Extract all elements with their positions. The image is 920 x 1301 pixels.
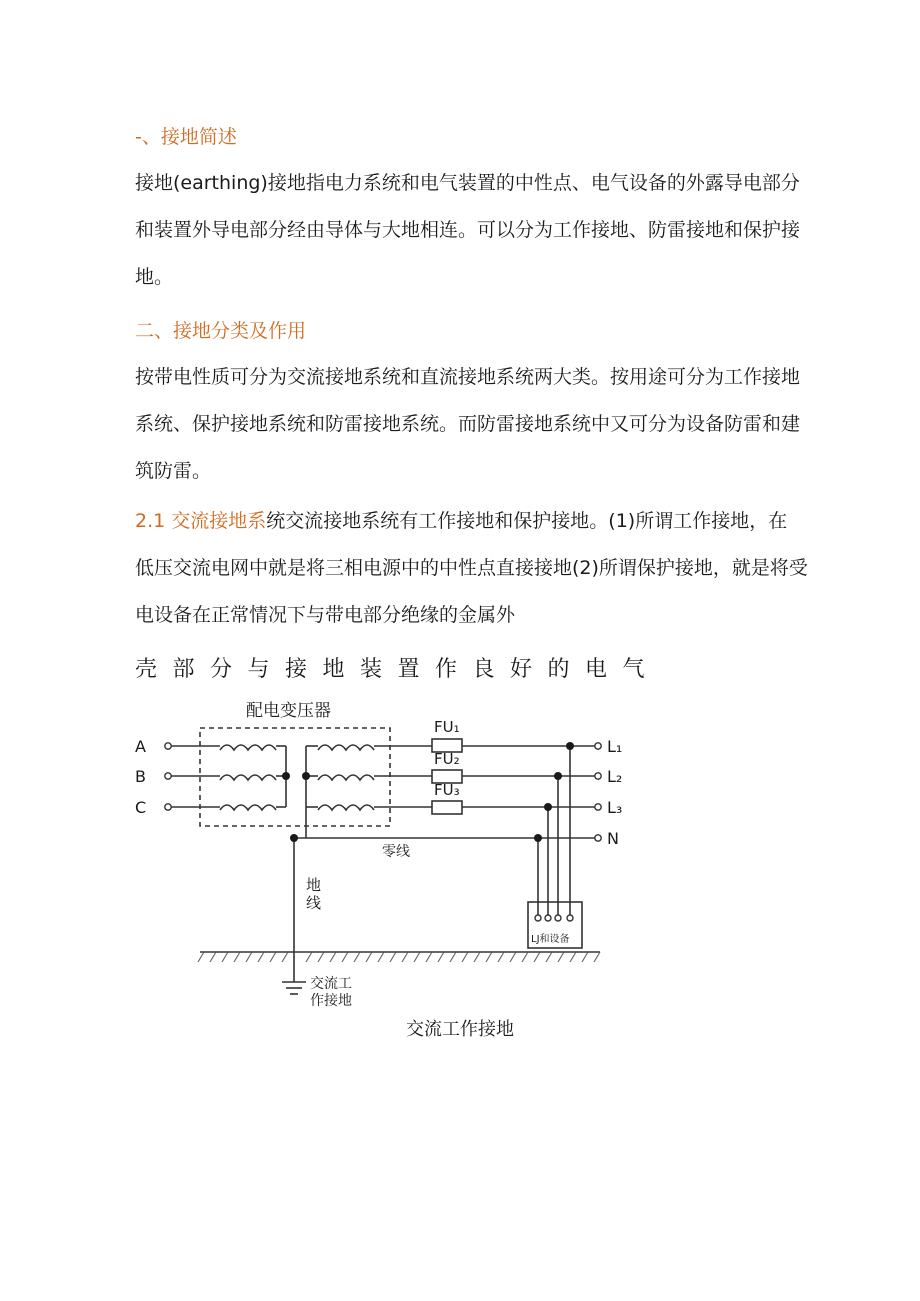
section-2-1-line-rest: 统交流接地系统有工作接地和保护接地。(1)所谓工作接地，在 [266, 510, 788, 532]
section-1-line: 地。 [135, 266, 174, 288]
section-2-heading: 二、接地分类及作用 [135, 320, 307, 342]
coil-l2 [318, 775, 374, 780]
coil-l1 [318, 745, 374, 750]
section-1-heading: -、接地简述 [135, 126, 237, 148]
section-1-paragraph [135, 160, 801, 301]
input-label-c: C [135, 798, 147, 817]
output-label-l2: L₂ [607, 767, 623, 786]
section-title: 交流接地系 [171, 510, 267, 532]
figure-caption: 交流工作接地 [406, 1019, 514, 1040]
output-label-l3: L₃ [607, 798, 623, 817]
section-1-line: 接地(earthing)接地指电力系统和电气装置的中性点、电气设备的外露导电部分 [135, 172, 800, 194]
fuse-label-2: FU₂ [434, 750, 460, 768]
coil-a [220, 745, 276, 750]
input-label-b: B [135, 767, 146, 786]
section-1-line: 和装置外导电部分经由导体与大地相连。可以分为工作接地、防雷接地和保护接 [135, 219, 801, 241]
coil-b [220, 775, 276, 780]
ground-wire-label: 线 [306, 894, 322, 912]
fuse-3 [432, 801, 462, 814]
earth-label: 作接地 [310, 993, 352, 1009]
neutral-label: 零线 [382, 844, 410, 860]
transformer-label: 配电变压器 [246, 701, 331, 721]
fuse-label-1: FU₁ [434, 718, 460, 736]
section-2-1-line: 电设备在正常情况下与带电部分绝缘的金属外 [135, 604, 516, 626]
section-2-line: 筑防雷。 [135, 460, 212, 482]
fuse-label-3: FU₃ [434, 781, 460, 799]
coil-l3 [318, 805, 374, 810]
section-number: 2.1 [135, 510, 166, 532]
device-label: LJ和设备 [531, 934, 570, 945]
ground-wire-label: 地 [306, 876, 322, 894]
section-2-1-line: 低压交流电网中就是将三相电源中的中性点直接接地(2)所谓保护接地，就是将受 [135, 557, 808, 579]
section-2-1-paragraph [135, 498, 808, 639]
coil-c [220, 805, 276, 810]
section-2-line: 按带电性质可分为交流接地系统和直流接地系统两大类。按用途可分为工作接地 [135, 366, 801, 388]
input-label-a: A [135, 737, 146, 756]
ac-working-ground-diagram [120, 690, 640, 1010]
output-label-l1: L₁ [607, 737, 623, 756]
section-2-line: 系统、保护接地系统和防雷接地系统。而防雷接地系统中又可分为设备防雷和建 [135, 413, 801, 435]
section-2-1-first-line [135, 498, 795, 545]
section-2-paragraph [135, 354, 801, 495]
section-2-1-spaced-line: 壳部分与接地装置作良好的电气 [135, 657, 661, 682]
output-label-n: N [607, 829, 619, 848]
earth-label: 交流工 [310, 976, 352, 992]
